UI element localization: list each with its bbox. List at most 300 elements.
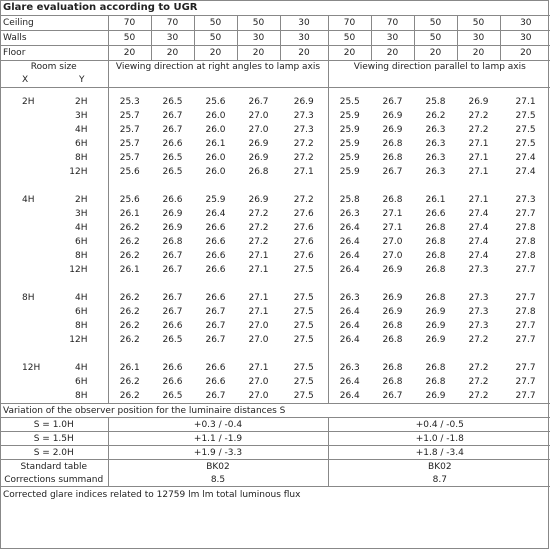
ugr-value: 26.8	[382, 195, 403, 205]
ugr-value: 26.6	[205, 293, 226, 303]
ugr-value: 27.2	[457, 389, 500, 404]
room-x-value: 12H	[22, 363, 41, 373]
ugr-value: 26.0	[205, 111, 226, 121]
spacer	[108, 179, 328, 186]
room-y-value: 12H	[54, 333, 108, 347]
room-y-value: 6H	[54, 375, 108, 389]
room-y-value: 6H	[54, 305, 108, 319]
ugr-value: 27.3	[280, 109, 328, 123]
ugr-value: 26.2	[119, 335, 140, 345]
ugr-value: 26.8	[382, 335, 403, 345]
ugr-value: 27.8	[515, 307, 536, 317]
ugr-value: 26.2	[119, 251, 140, 261]
reflectance-value: 50	[457, 16, 500, 31]
ugr-value: 26.8	[425, 363, 446, 373]
spacer-row	[0, 284, 550, 291]
ugr-value: 27.1	[280, 165, 328, 179]
ugr-value: 26.6	[162, 363, 183, 373]
ugr-value: 26.0	[205, 153, 226, 163]
ugr-value: 26.9	[382, 125, 403, 135]
room-y-value: 8H	[54, 249, 108, 263]
ugr-value: 26.6	[162, 377, 183, 387]
corrections-parallel: 8.7	[328, 473, 550, 487]
header-spacer	[328, 73, 550, 88]
reflectance-value: 30	[237, 31, 280, 46]
ugr-value: 26.6	[205, 363, 226, 373]
corrections-perpendicular: 8.5	[108, 473, 328, 487]
ugr-value: 26.3	[425, 125, 446, 135]
ugr-value: 26.7	[162, 307, 183, 317]
ugr-value: 25.7	[119, 125, 140, 135]
ugr-value: 26.4	[339, 377, 360, 387]
ugr-value: 26.7	[162, 111, 183, 121]
ugr-value: 27.6	[280, 207, 328, 221]
room-x-value	[0, 305, 54, 319]
spacer-row	[0, 277, 550, 284]
ugr-value: 26.8	[382, 153, 403, 163]
room-x-value: 4H	[22, 195, 35, 205]
room-y-value: 4H	[54, 291, 108, 305]
reflectance-value: 50	[194, 31, 237, 46]
ugr-value: 26.3	[425, 153, 446, 163]
data-row	[0, 137, 550, 151]
room-y-value: 8H	[54, 319, 108, 333]
ugr-value: 27.5	[515, 139, 536, 149]
reflectance-value: 70	[328, 16, 371, 31]
ugr-value: 27.5	[280, 361, 328, 375]
ugr-value: 26.9	[248, 195, 269, 205]
data-row	[0, 319, 550, 333]
room-y-value: 8H	[54, 151, 108, 165]
corrections-label: Corrections summand	[0, 473, 108, 487]
data-row	[0, 361, 550, 375]
data-row	[0, 193, 550, 207]
room-x-value	[0, 333, 54, 347]
spacer	[328, 347, 550, 354]
ugr-value: 26.0	[205, 125, 226, 135]
reflectance-value: 50	[328, 31, 371, 46]
reflectance-value: 20	[151, 46, 194, 61]
ugr-value: 26.2	[119, 237, 140, 247]
standard-table-row	[0, 460, 550, 474]
header-row	[0, 61, 550, 74]
ugr-value: 26.3	[425, 139, 446, 149]
room-y-value: 12H	[54, 263, 108, 277]
data-row	[0, 333, 550, 347]
spacer-row	[0, 354, 550, 361]
ugr-value: 27.0	[382, 237, 403, 247]
ugr-value: 27.3	[515, 195, 536, 205]
reflectance-value: 70	[371, 16, 414, 31]
ugr-value: 26.3	[339, 293, 360, 303]
ugr-value: 26.7	[382, 97, 403, 107]
x-label: X	[0, 73, 54, 88]
reflectance-value: 20	[328, 46, 371, 61]
ugr-value: 25.9	[205, 195, 226, 205]
ugr-value: 26.6	[162, 321, 183, 331]
ugr-value: 26.5	[162, 335, 183, 345]
ugr-value: 26.6	[425, 209, 446, 219]
room-x-value	[0, 151, 54, 165]
reflectance-value: 50	[108, 31, 151, 46]
reflectance-value: 30	[371, 31, 414, 46]
ugr-value: 27.1	[248, 363, 269, 373]
ugr-value: 27.8	[515, 237, 536, 247]
ugr-value: 27.5	[280, 333, 328, 347]
ugr-value: 27.2	[468, 335, 489, 345]
ugr-value: 26.8	[382, 321, 403, 331]
room-x-value	[0, 249, 54, 263]
room-y-value: 4H	[54, 221, 108, 235]
ugr-value: 25.8	[425, 97, 446, 107]
ugr-value: 25.8	[339, 195, 360, 205]
ugr-value: 26.8	[248, 167, 269, 177]
ugr-value: 27.4	[468, 223, 489, 233]
ugr-value: 27.2	[280, 151, 328, 165]
ugr-value: 26.9	[468, 97, 489, 107]
ugr-value: 26.7	[248, 97, 269, 107]
data-row	[0, 249, 550, 263]
spacer	[0, 179, 108, 186]
room-x-value	[0, 123, 54, 137]
ugr-value: 26.7	[205, 321, 226, 331]
ugr-value: 27.2	[248, 209, 269, 219]
spacer	[108, 186, 328, 193]
spacer	[328, 354, 550, 361]
ugr-value: 26.9	[382, 265, 403, 275]
ugr-value: 26.6	[162, 139, 183, 149]
room-x-value	[0, 165, 54, 179]
ugr-value: 26.9	[162, 223, 183, 233]
ugr-value: 27.1	[248, 293, 269, 303]
ugr-value: 27.0	[248, 335, 269, 345]
variation-header-row	[0, 404, 550, 418]
ugr-value: 27.5	[515, 111, 536, 121]
spacer	[0, 284, 108, 291]
ugr-value: 25.3	[119, 97, 140, 107]
ugr-value: 26.2	[119, 377, 140, 387]
data-row	[0, 221, 550, 235]
ugr-value: 26.4	[339, 251, 360, 261]
ugr-value: 26.3	[339, 363, 360, 373]
ugr-value: 26.8	[425, 251, 446, 261]
spacer-row	[0, 347, 550, 354]
ugr-value: 26.9	[280, 95, 328, 109]
spacer	[328, 179, 550, 186]
ugr-value: 27.0	[248, 125, 269, 135]
room-x-value: 2H	[22, 97, 35, 107]
ugr-value: 26.7	[162, 293, 183, 303]
ugr-value: 26.5	[162, 97, 183, 107]
ugr-value: 26.9	[425, 335, 446, 345]
reflectance-value: 20	[280, 46, 328, 61]
ugr-value: 26.2	[119, 223, 140, 233]
room-x-value	[0, 207, 54, 221]
ugr-value: 26.8	[382, 377, 403, 387]
room-y-value: 4H	[54, 123, 108, 137]
ugr-value: 27.2	[280, 137, 328, 151]
data-row	[0, 389, 550, 404]
ugr-value: 26.2	[119, 307, 140, 317]
spacer	[0, 186, 108, 193]
ugr-value: 26.8	[425, 265, 446, 275]
ugr-value: 27.6	[280, 235, 328, 249]
ugr-value: 25.6	[119, 195, 140, 205]
ugr-value: 27.6	[280, 221, 328, 235]
ugr-value: 27.3	[468, 293, 489, 303]
ugr-value: 27.1	[382, 223, 403, 233]
ugr-value: 27.4	[515, 153, 536, 163]
ugr-value: 26.9	[382, 111, 403, 121]
room-x-value	[0, 319, 54, 333]
ugr-value: 26.7	[194, 389, 237, 404]
ugr-value: 26.1	[119, 209, 140, 219]
ugr-value: 26.2	[108, 389, 151, 404]
ugr-value: 26.6	[162, 195, 183, 205]
ugr-value: 26.3	[425, 167, 446, 177]
data-row	[0, 165, 550, 179]
reflectance-value: 30	[151, 31, 194, 46]
ugr-value: 27.6	[280, 249, 328, 263]
spacing-label: S = 1.5H	[0, 432, 108, 446]
variation-row	[0, 446, 550, 460]
y-label: Y	[54, 73, 108, 88]
data-row	[0, 109, 550, 123]
ugr-value: 26.9	[425, 307, 446, 317]
spacer	[108, 88, 328, 96]
ugr-value: 26.5	[151, 389, 194, 404]
spacer-row	[0, 186, 550, 193]
ugr-value: 27.5	[280, 319, 328, 333]
room-x-value	[0, 263, 54, 277]
ugr-value: 27.7	[515, 321, 536, 331]
footer-row	[0, 487, 550, 504]
variation-label: Variation of the observer position for the luminaire distances S	[0, 404, 550, 418]
surface-row	[0, 46, 550, 61]
standard-table-label: Standard table	[0, 460, 108, 474]
ugr-value: 27.7	[515, 377, 536, 387]
spacer	[108, 277, 328, 284]
room-x-value	[0, 235, 54, 249]
reflectance-value: 30	[500, 16, 550, 31]
room-y-value: 12H	[54, 165, 108, 179]
ugr-value: 26.8	[425, 237, 446, 247]
ugr-value: 26.9	[382, 307, 403, 317]
variation-parallel: +1.8 / -3.4	[328, 446, 550, 460]
ugr-value: 26.9	[248, 153, 269, 163]
ugr-value: 26.7	[162, 251, 183, 261]
room-y-value: 2H	[54, 95, 108, 109]
viewing-direction-parallel: Viewing direction parallel to lamp axis	[353, 62, 526, 72]
spacer	[0, 88, 108, 96]
surface-label: Ceiling	[0, 16, 108, 31]
room-y-value: 2H	[54, 193, 108, 207]
data-row	[0, 235, 550, 249]
surface-label: Walls	[0, 31, 108, 46]
standard-table-parallel: BK02	[428, 461, 452, 472]
ugr-value: 26.9	[414, 389, 457, 404]
reflectance-value: 20	[500, 46, 550, 61]
ugr-value: 27.1	[248, 307, 269, 317]
ugr-value: 27.3	[280, 123, 328, 137]
ugr-value: 26.8	[425, 223, 446, 233]
variation-parallel: +0.4 / -0.5	[328, 418, 550, 432]
corrections-row	[0, 473, 550, 487]
spacer	[108, 354, 328, 361]
ugr-value: 27.0	[248, 111, 269, 121]
reflectance-value: 20	[457, 46, 500, 61]
ugr-value: 27.1	[468, 153, 489, 163]
data-row	[0, 95, 550, 109]
ugr-value: 27.0	[382, 251, 403, 261]
ugr-value: 27.8	[515, 251, 536, 261]
ugr-value: 27.5	[280, 389, 328, 404]
spacer	[0, 354, 108, 361]
ugr-value: 26.7	[162, 265, 183, 275]
ugr-value: 26.7	[382, 167, 403, 177]
viewing-direction-perpendicular: Viewing direction at right angles to lamp axis	[108, 61, 328, 74]
spacing-label: S = 1.0H	[0, 418, 108, 432]
ugr-value: 26.1	[119, 363, 140, 373]
data-row	[0, 263, 550, 277]
variation-perpendicular: +0.3 / -0.4	[108, 418, 328, 432]
ugr-value: 27.0	[237, 389, 280, 404]
ugr-value: 26.6	[205, 251, 226, 261]
ugr-value: 25.9	[339, 139, 360, 149]
ugr-value: 27.5	[280, 375, 328, 389]
variation-row	[0, 418, 550, 432]
room-y-value: 6H	[54, 137, 108, 151]
ugr-value: 27.2	[468, 363, 489, 373]
ugr-value: 27.2	[248, 223, 269, 233]
data-row	[0, 151, 550, 165]
ugr-value: 26.2	[425, 111, 446, 121]
ugr-value: 26.4	[205, 209, 226, 219]
ugr-value: 26.7	[162, 125, 183, 135]
ugr-value: 27.3	[468, 265, 489, 275]
footer-note: Corrected glare indices related to 12759 lm lm total luminous flux	[3, 490, 301, 500]
ugr-value: 26.9	[162, 209, 183, 219]
ugr-value: 26.1	[119, 265, 140, 275]
ugr-value: 26.5	[162, 153, 183, 163]
ugr-value: 26.4	[339, 265, 360, 275]
ugr-value: 27.1	[248, 251, 269, 261]
ugr-value: 26.0	[205, 167, 226, 177]
reflectance-value: 50	[194, 16, 237, 31]
reflectance-value: 30	[280, 16, 328, 31]
ugr-value: 26.4	[339, 321, 360, 331]
standard-table-perpendicular: BK02	[108, 460, 328, 474]
ugr-value: 27.7	[515, 363, 536, 373]
ugr-value: 25.9	[339, 125, 360, 135]
ugr-value: 26.9	[425, 321, 446, 331]
room-y-value: 3H	[54, 207, 108, 221]
ugr-value: 26.6	[205, 377, 226, 387]
reflectance-value: 20	[371, 46, 414, 61]
ugr-value: 27.1	[248, 265, 269, 275]
ugr-value: 26.9	[248, 139, 269, 149]
reflectance-value: 30	[280, 31, 328, 46]
header-spacer	[108, 73, 328, 88]
ugr-value: 27.2	[248, 237, 269, 247]
ugr-value: 26.9	[382, 293, 403, 303]
ugr-value: 27.5	[515, 125, 536, 135]
room-x-value	[0, 109, 54, 123]
ugr-value: 27.0	[248, 377, 269, 387]
ugr-value: 27.7	[515, 335, 536, 345]
spacer-row	[0, 179, 550, 186]
room-y-value: 6H	[54, 235, 108, 249]
room-x-value	[0, 375, 54, 389]
variation-perpendicular: +1.9 / -3.3	[108, 446, 328, 460]
room-x-value	[0, 137, 54, 151]
surface-row	[0, 16, 550, 31]
reflectance-value: 30	[500, 31, 550, 46]
reflectance-value: 20	[237, 46, 280, 61]
reflectance-value: 50	[414, 31, 457, 46]
reflectance-value: 50	[414, 16, 457, 31]
ugr-value: 27.7	[515, 265, 536, 275]
reflectance-value: 20	[194, 46, 237, 61]
room-y-value: 3H	[54, 109, 108, 123]
ugr-value: 25.6	[119, 167, 140, 177]
ugr-value: 25.5	[339, 97, 360, 107]
room-y-value: 8H	[54, 389, 108, 404]
ugr-value: 27.7	[515, 209, 536, 219]
spacer	[0, 347, 108, 354]
room-x-value	[0, 389, 54, 404]
ugr-value: 27.7	[515, 293, 536, 303]
variation-parallel: +1.0 / -1.8	[328, 432, 550, 446]
ugr-value: 25.9	[339, 167, 360, 177]
ugr-value: 26.5	[162, 167, 183, 177]
room-size-label: Room size	[0, 61, 108, 74]
spacer	[328, 88, 550, 96]
ugr-value: 27.4	[468, 209, 489, 219]
ugr-value: 25.9	[339, 153, 360, 163]
spacer-row	[0, 88, 550, 96]
spacing-label: S = 2.0H	[0, 446, 108, 460]
ugr-value: 27.7	[500, 389, 550, 404]
ugr-value: 27.2	[280, 193, 328, 207]
spacer	[108, 284, 328, 291]
reflectance-value: 50	[237, 16, 280, 31]
ugr-value: 26.8	[382, 139, 403, 149]
ugr-value: 26.6	[205, 223, 226, 233]
ugr-value: 26.4	[328, 389, 371, 404]
ugr-value: 26.1	[205, 139, 226, 149]
ugr-value: 26.4	[339, 335, 360, 345]
ugr-value: 27.1	[468, 139, 489, 149]
ugr-value: 26.2	[119, 293, 140, 303]
ugr-value: 27.5	[280, 263, 328, 277]
ugr-value: 27.5	[280, 305, 328, 319]
ugr-value: 26.2	[119, 321, 140, 331]
ugr-value: 26.3	[339, 209, 360, 219]
ugr-value: 25.7	[119, 139, 140, 149]
reflectance-value: 70	[151, 16, 194, 31]
data-row	[0, 291, 550, 305]
ugr-value: 27.5	[280, 291, 328, 305]
reflectance-value: 20	[414, 46, 457, 61]
surface-label: Floor	[0, 46, 108, 61]
ugr-value: 27.3	[468, 307, 489, 317]
ugr-value: 27.2	[468, 125, 489, 135]
room-y-value: 4H	[54, 361, 108, 375]
data-row	[0, 305, 550, 319]
ugr-value: 27.8	[515, 223, 536, 233]
table-title: Glare evaluation according to UGR	[0, 0, 550, 16]
